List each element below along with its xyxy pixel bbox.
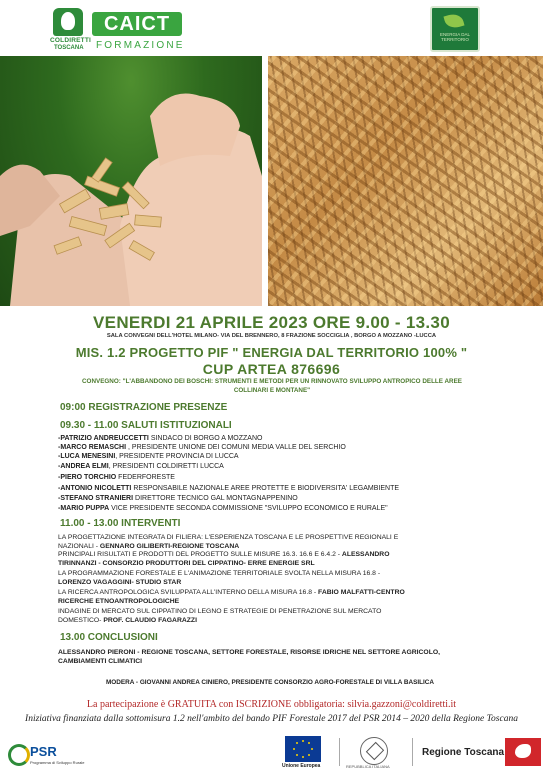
interventi-heading: 11.00 - 13.00 INTERVENTI	[60, 518, 181, 529]
conclusioni-heading: 13.00 CONCLUSIONI	[60, 632, 158, 643]
list-item: -PATRIZIO ANDREUCCETTI SINDACO DI BORGO A MOZZANO	[58, 435, 263, 442]
divider	[412, 738, 413, 766]
conclusioni-text: ALESSANDRO PIERONI - REGIONE TOSCANA, SETTORE FORESTALE, RISORSE IDRICHE NEL SETTORE AGRICOLO, CAMBIAMENTI CLIMATICI	[58, 649, 441, 665]
participation-note: La partecipazione è GRATUITA con ISCRIZIONE obbligatoria: silvia.gazzoni@coldiretti.it	[86, 699, 457, 710]
eu-flag-icon	[285, 736, 321, 762]
convegno-title	[62, 377, 482, 395]
psr-logo	[4, 736, 85, 768]
caict-logo: CAICT	[92, 12, 182, 36]
divider	[339, 738, 340, 766]
leaf-icon	[443, 12, 464, 30]
convegno-line-2: COLLINARI E MONTANE"	[233, 387, 311, 394]
hands-illustration	[0, 56, 262, 306]
list-item: -MARCO REMASCHI , PRESIDENTE UNIONE DEI COMUNI MEDIA VALLE DEL SERCHIO	[58, 444, 346, 451]
coldiretti-name: COLDIRETTI	[50, 37, 91, 44]
mis-title: MIS. 1.2 PROGETTO PIF " ENERGIA DAL TERRITORIO 100% "	[75, 345, 468, 360]
eu-label: Unione Europea	[282, 763, 321, 769]
formazione-label: FORMAZIONE	[96, 40, 185, 51]
psr-sublabel: Programma di Sviluppo Rurale	[30, 760, 85, 765]
registration-heading: 09:00 REGISTRAZIONE PRESENZE	[60, 402, 228, 413]
list-item: INDAGINE DI MERCATO SUL CIPPATINO DI LEGNO E STRATEGIE DI PENETRAZIONE SUL MERCATO DOMESTICO- PROF. CLAUDIO FAGARAZZI	[58, 608, 382, 624]
event-date: VENERDI 21 APRILE 2023 ORE 9.00 - 13.30	[93, 313, 450, 332]
partner-logo	[430, 6, 480, 52]
republic-emblem-icon	[360, 737, 388, 765]
venue-line: SALA CONVEGNI DELL'HOTEL MILANO- VIA DEL BRENNERO, 8 FRAZIONE SOCCIGLIA , BORGO A MOZZANO -LUCCA	[106, 333, 437, 339]
list-item: LA RICERCA ANTROPOLOGICA SVILUPPATA ALL'INTERNO DELLA MISURA 16.8 - FABIO MALFATTI-CENTRO RICERCHE ETNOANTROPOLOGICHE	[58, 589, 405, 605]
republic-label: REPUBBLICA ITALIANA	[346, 764, 390, 769]
list-item: -ANTONIO NICOLETTI RESPONSABILE NAZIONALE AREE PROTETTE E BIODIVERSITA' LEGAMBIENTE	[58, 485, 400, 492]
list-item: -PIERO TORCHIO FEDERFORESTE	[58, 474, 175, 481]
partner-logo-text: ENERGIA DAL TERRITORIO	[439, 32, 470, 42]
photo-wood-chips	[268, 56, 543, 306]
initiative-note: Iniziativa finanziata dalla sottomisura 1.2 nell'ambito del bando PIF Forestale 2017 del PSR 2014 – 2020 della Regione Toscana	[25, 714, 518, 724]
list-item: LA PROGRAMMAZIONE FORESTALE E L'ANIMAZIONE TERRITORIALE SVOLTA NELLA MISURA 16.8 - LORENZO VAGAGGINI- STUDIO STAR	[58, 570, 381, 586]
photo-hands-wood-chips	[0, 56, 262, 306]
cup-title: CUP ARTEA 876696	[202, 361, 341, 377]
regione-toscana-label: Regione Toscana	[422, 747, 505, 758]
list-item: PRINCIPALI RISULTATI E PRODOTTI DEL PROGETTO SULLE MISURE 16.3. 16.6 E 6.4.2 - ALESSANDRO TIRINNANZI - CONSORZIO PRODUTTORI DEL CIPPATINO- ERRE ENERGIE SRL	[58, 551, 390, 567]
moderator: MODERA - GIOVANNI ANDREA CINIERO, PRESIDENTE CONSORZIO AGRO-FORESTALE DI VILLA BASILICA	[105, 679, 435, 686]
coldiretti-logo	[50, 8, 91, 51]
coldiretti-region: TOSCANA	[54, 45, 84, 51]
pegasus-flag-icon	[505, 738, 541, 766]
list-item: -LUCA MENESINI, PRESIDENTE PROVINCIA DI LUCCA	[58, 453, 239, 460]
list-item: -STEFANO STRANIERI DIRETTORE TECNICO GAL MONTAGNAPPENINO	[58, 495, 298, 502]
list-item: -ANDREA ELMI, PRESIDENTI COLDIRETTI LUCCA	[58, 463, 224, 470]
list-item: -MARIO PUPPA VICE PRESIDENTE SECONDA COMMISSIONE "SVILUPPO ECONOMICO E RURALE"	[58, 505, 388, 512]
list-item: LA PROGETTAZIONE INTEGRATA DI FILIERA: L'ESPERIENZA TOSCANA E LE PROSPETTIVE REGIONALI E NAZIONALI - GENNARO GILIBERTI-REGIONE TOSCANA	[58, 534, 399, 550]
coldiretti-mark-icon	[53, 8, 83, 36]
convegno-line-1: CONVEGNO: "L'ABBANDONO DEI BOSCHI: STRUMENTI E METODI PER UN RINNOVATO SVILUPPO ANTROPICO DELLE AREE	[82, 378, 462, 385]
psr-label: PSR	[30, 744, 57, 759]
psr-ring-icon	[8, 744, 30, 766]
saluti-heading: 09.30 - 11.00 SALUTI ISTITUZIONALI	[60, 420, 232, 431]
